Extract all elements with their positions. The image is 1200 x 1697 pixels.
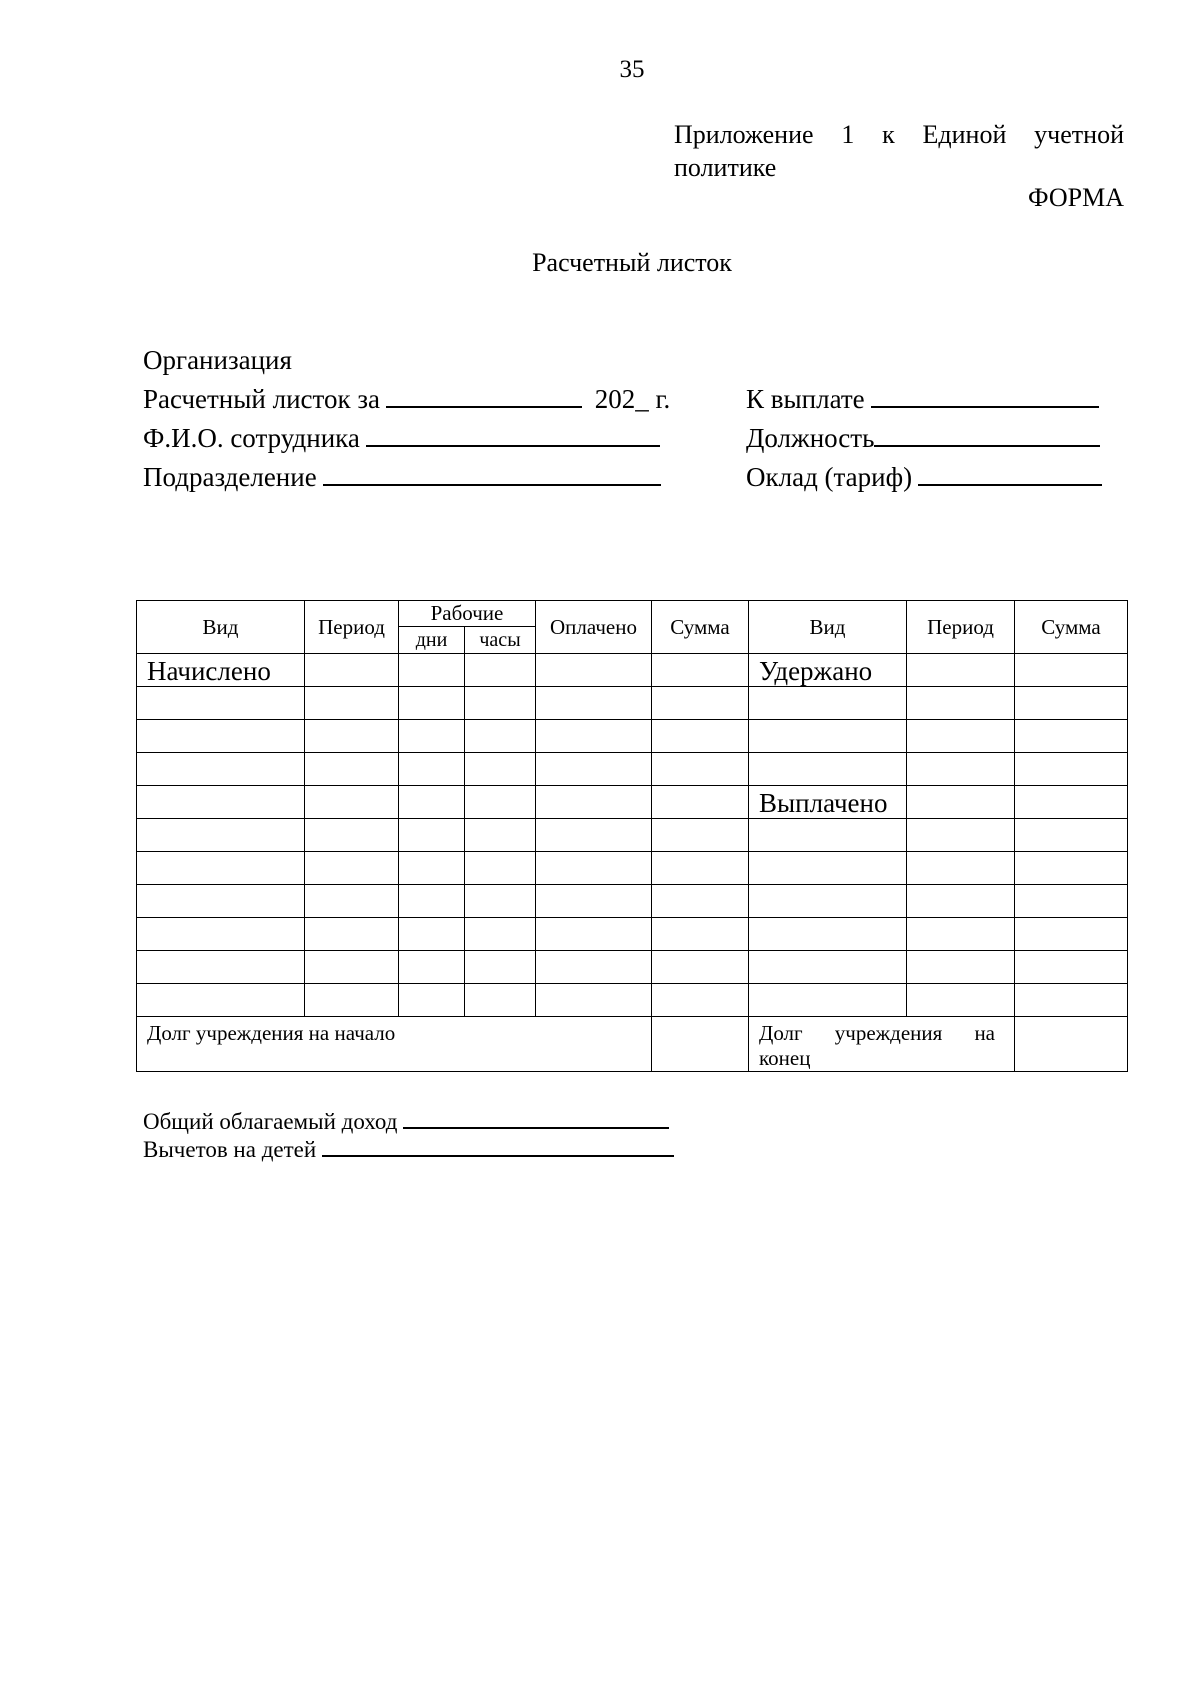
position-label: Должность — [746, 423, 875, 453]
appendix-word: к — [882, 120, 895, 149]
salary-label: Оклад (тариф) — [746, 462, 913, 492]
table-row — [137, 753, 1128, 786]
col-header-working: Рабочие — [399, 601, 536, 627]
child-deductions-blank-line — [322, 1136, 674, 1157]
payslip-table — [136, 600, 1128, 1072]
debt-row — [137, 1017, 1128, 1072]
organization-label: Организация — [143, 345, 292, 375]
table-row — [137, 654, 1128, 687]
table-row — [137, 819, 1128, 852]
col-header-sum: Сумма — [652, 601, 749, 654]
employee-name-field — [143, 423, 660, 454]
employee-name-label: Ф.И.О. сотрудника — [143, 423, 360, 453]
to-pay-blank-line — [871, 384, 1099, 408]
appendix-note — [674, 118, 1124, 184]
appendix-line-1 — [674, 118, 1124, 151]
position-field — [746, 423, 1100, 454]
col-header-period-right: Период — [907, 601, 1015, 654]
document-title: Расчетный листок — [532, 248, 732, 277]
child-deductions-field — [143, 1136, 674, 1163]
payslip-period-label: Расчетный листок за — [143, 384, 380, 414]
payslip-period-field — [143, 384, 670, 415]
debt-end-word: Долг — [759, 1021, 803, 1045]
section-paid-out-label: Выплачено — [749, 786, 907, 819]
child-deductions-label: Вычетов на детей — [143, 1137, 317, 1162]
appendix-word: учетной — [1034, 120, 1124, 149]
year-label: 202_ г. — [594, 384, 671, 414]
to-pay-field — [746, 384, 1099, 415]
debt-end-label — [749, 1017, 1015, 1072]
table-row — [137, 852, 1128, 885]
position-blank-line — [874, 423, 1100, 447]
department-blank-line — [323, 462, 661, 486]
table-row — [137, 918, 1128, 951]
table-row — [137, 786, 1128, 819]
col-header-sum-right: Сумма — [1015, 601, 1128, 654]
table-row — [137, 951, 1128, 984]
col-header-hours: часы — [465, 627, 536, 654]
debt-end-word: на — [974, 1021, 995, 1045]
period-blank-line — [386, 384, 582, 408]
debt-end-line-2: конец — [759, 1046, 811, 1070]
table-row — [137, 885, 1128, 918]
appendix-word: Приложение — [674, 120, 814, 149]
taxable-income-blank-line — [403, 1108, 669, 1129]
debt-start-label: Долг учреждения на начало — [137, 1017, 652, 1072]
col-header-type-right: Вид — [749, 601, 907, 654]
col-header-period: Период — [305, 601, 399, 654]
appendix-word: Единой — [922, 120, 1007, 149]
appendix-line-2: политике — [674, 153, 777, 182]
table-row — [137, 984, 1128, 1017]
salary-field — [746, 462, 1102, 493]
taxable-income-field — [143, 1108, 669, 1135]
taxable-income-label: Общий облагаемый доход — [143, 1109, 398, 1134]
table-row — [137, 720, 1128, 753]
salary-blank-line — [918, 462, 1102, 486]
col-header-type: Вид — [137, 601, 305, 654]
to-pay-label: К выплате — [746, 384, 865, 414]
col-header-paid: Оплачено — [536, 601, 652, 654]
debt-end-word: учреждения — [834, 1021, 943, 1045]
form-label: ФОРМА — [1028, 183, 1124, 212]
section-withheld-label: Удержано — [749, 654, 907, 687]
appendix-word: 1 — [841, 120, 855, 149]
table-row — [137, 687, 1128, 720]
employee-name-blank-line — [366, 423, 660, 447]
section-accrued-label: Начислено — [137, 654, 305, 687]
col-header-days: дни — [399, 627, 465, 654]
department-label: Подразделение — [143, 462, 317, 492]
department-field — [143, 462, 661, 493]
page-number: 35 — [619, 56, 645, 83]
